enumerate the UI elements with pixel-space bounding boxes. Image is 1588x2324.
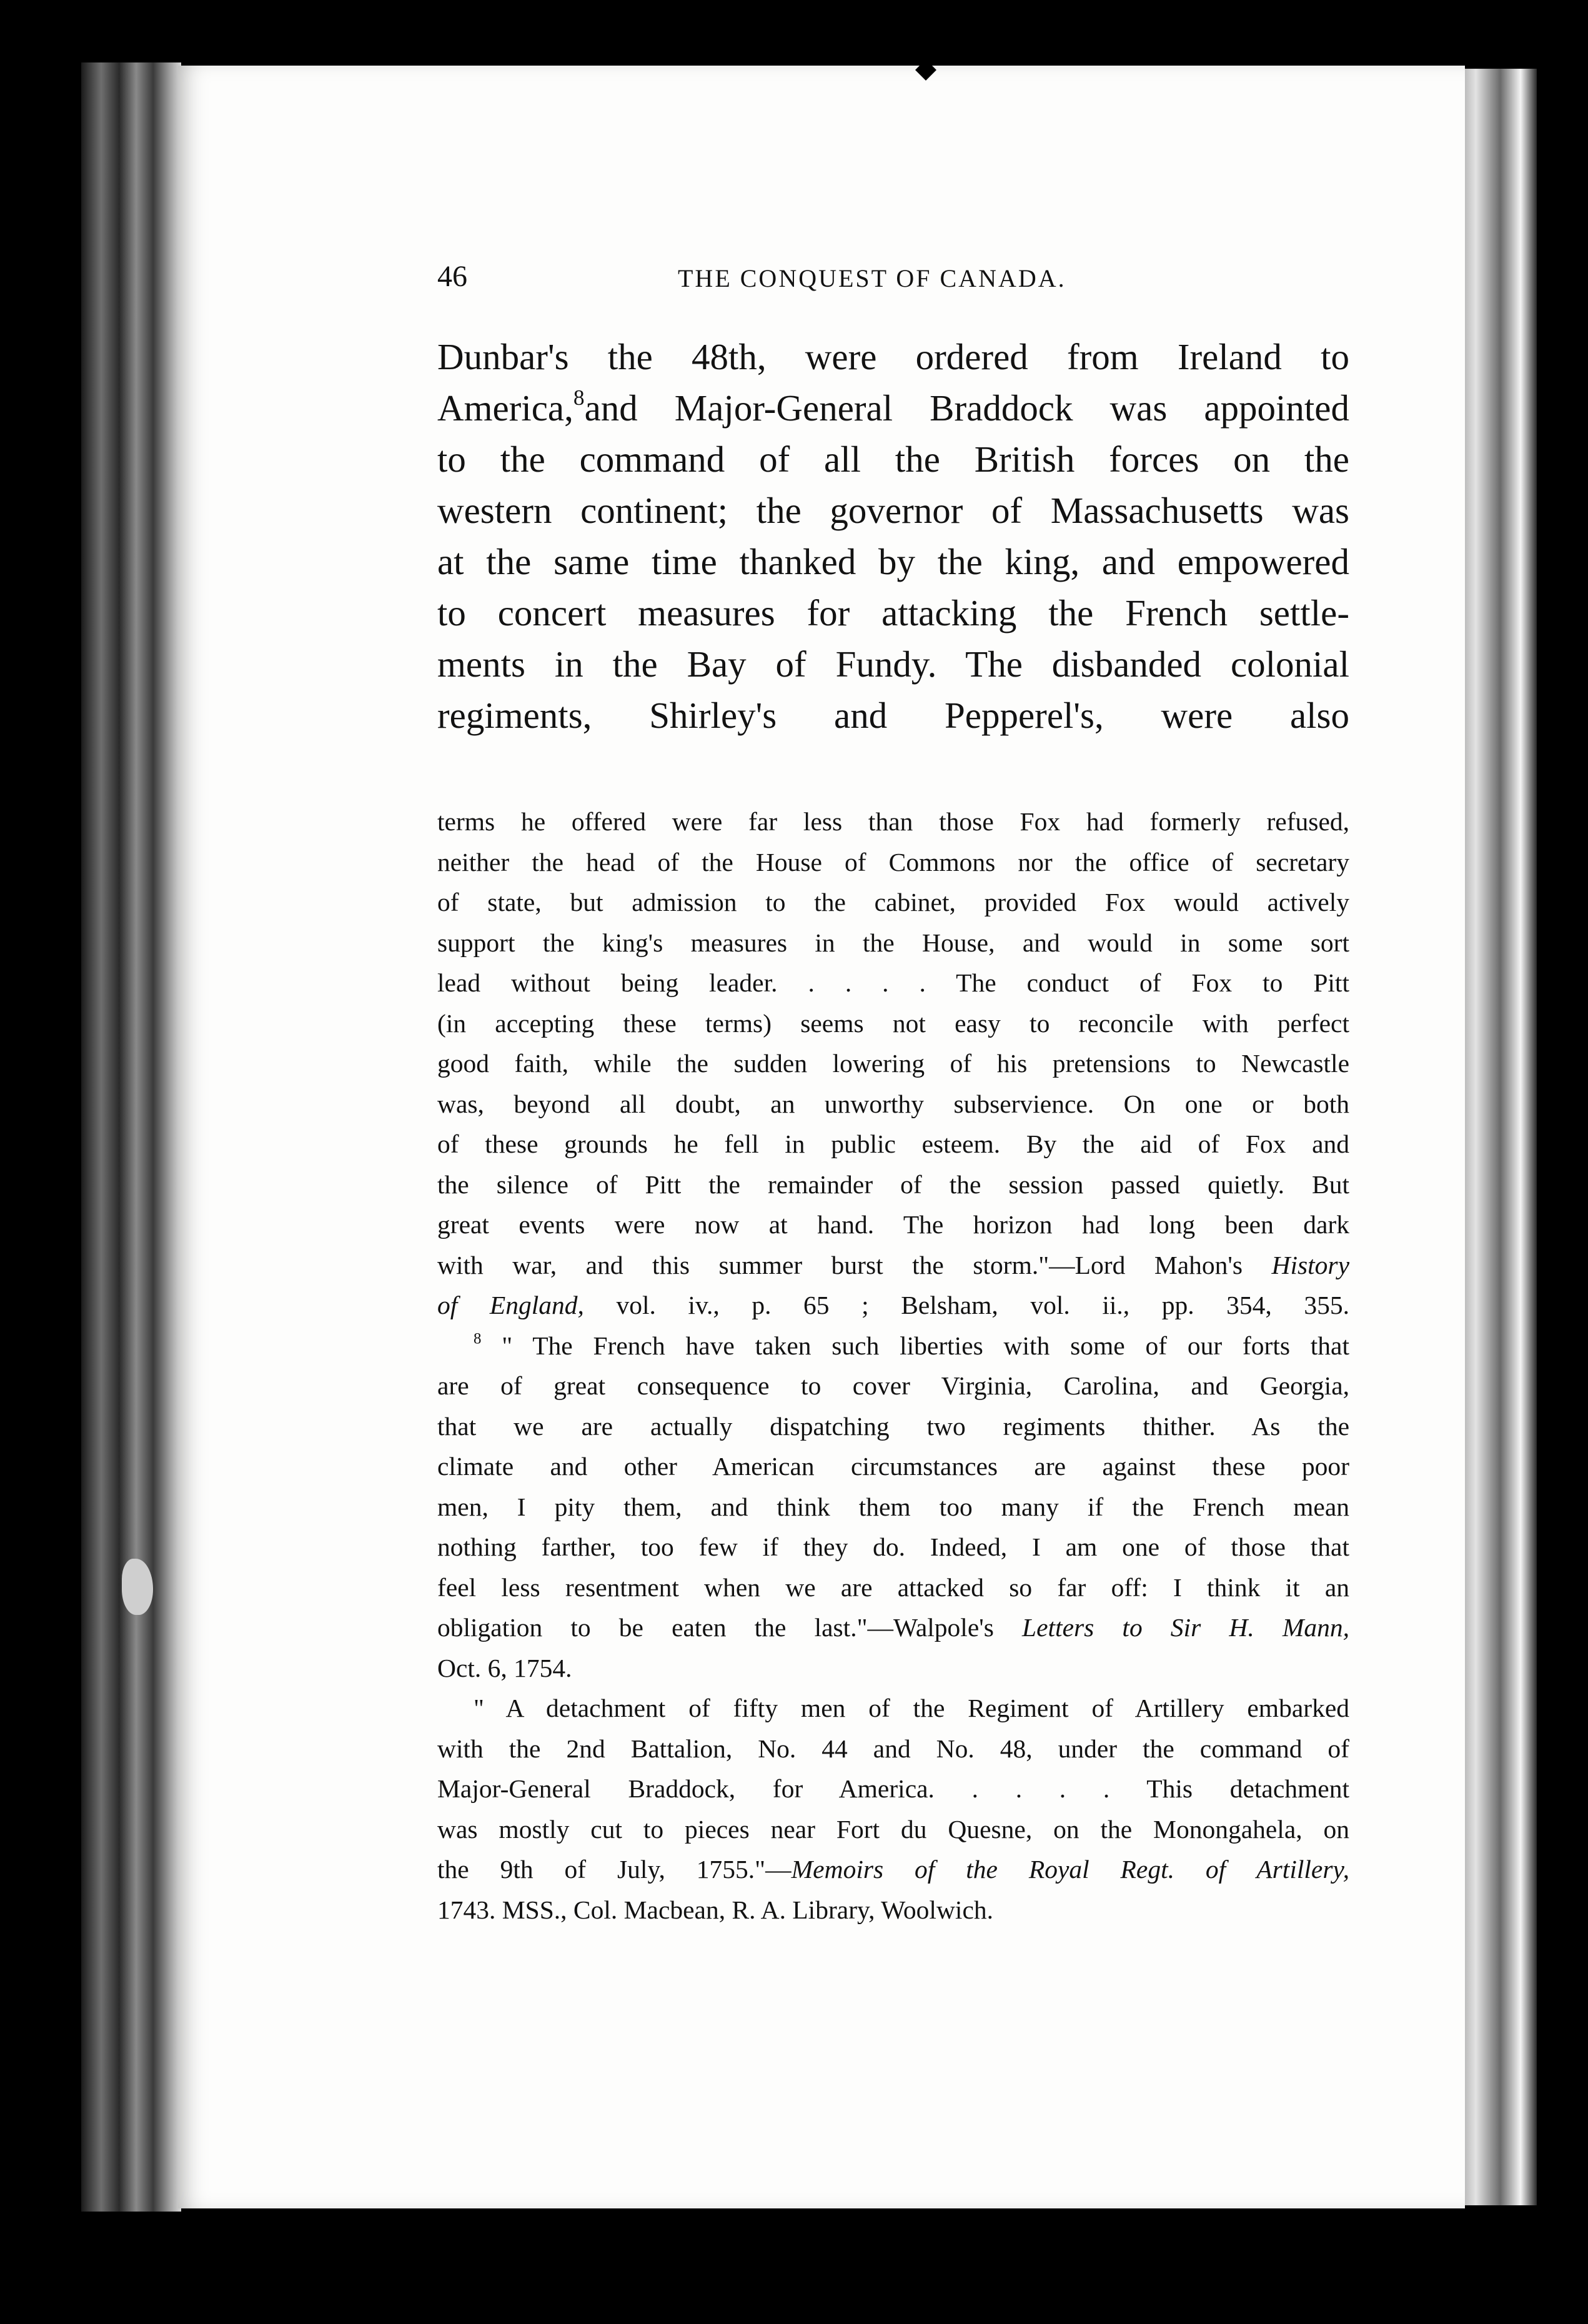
footnote-line: good faith, while the sudden lowering of his pretensions to Newcastle — [437, 1049, 1349, 1078]
footnote-line: was, beyond all doubt, an unworthy subservience. On one or both — [437, 1089, 1349, 1118]
text-fragment: America, — [437, 387, 573, 429]
footnote-line: are of great consequence to cover Virginia, Carolina, and Georgia, — [437, 1371, 1349, 1400]
footnote-line: terms he offered were far less than those Fox had formerly refused, — [437, 807, 1349, 836]
footnote-line: lead without being leader. . . . . The conduct of Fox to Pitt — [437, 968, 1349, 997]
citation-title: Memoirs of the Royal Regt. of Artillery, — [791, 1855, 1350, 1884]
running-title: THE CONQUEST OF CANADA. — [678, 264, 1066, 292]
footnote-line: (in accepting these terms) seems not easy to reconcile with perfect — [437, 1008, 1349, 1038]
text-fragment: the 9th of July, 1755."— — [437, 1855, 792, 1884]
text-fragment: " The French have taken such liberties with some of our forts that — [502, 1331, 1349, 1360]
page-number: 46 — [437, 260, 467, 293]
text-line: to concert measures for attacking the French settle- — [437, 592, 1349, 633]
text-line: to the command of all the British forces on the — [437, 439, 1349, 480]
footnote-line — [437, 1326, 1349, 1366]
citation-title: of England, — [437, 1291, 584, 1319]
footnote-line: nothing farther, too few if they do. Indeed, I am one of those that — [437, 1532, 1349, 1561]
footnote-line: with the 2nd Battalion, No. 44 and No. 48, under the command of — [437, 1734, 1349, 1763]
footnote-line: climate and other American circumstances are against these poor — [437, 1452, 1349, 1481]
footnote-line: of these grounds he fell in public esteem. By the aid of Fox and — [437, 1130, 1349, 1158]
citation-title: History — [1271, 1250, 1349, 1279]
footnote-line — [437, 1285, 1349, 1326]
book-spine — [81, 62, 181, 2212]
footnote-line: that we are actually dispatching two regiments thither. As the — [437, 1411, 1349, 1441]
footnote-line: support the king's measures in the House, and would in some sort — [437, 928, 1349, 957]
text-line: ments in the Bay of Fundy. The disbanded colonial — [437, 643, 1349, 685]
footnote-line — [437, 1607, 1349, 1648]
text-fragment: vol. iv., p. 65 ; Belsham, vol. ii., pp. 354, 355. — [616, 1291, 1349, 1319]
footnote-line: of state, but admission to the cabinet, provided Fox would actively — [437, 888, 1349, 916]
footnote-line: Oct. 6, 1754. — [437, 1653, 572, 1682]
text-line: western continent; the governor of Massachusetts was — [437, 490, 1349, 531]
footnote-reference: 8 — [573, 385, 585, 410]
footnote-line: the silence of Pitt the remainder of the session passed quietly. But — [437, 1169, 1349, 1199]
text-fragment: and Major-General Braddock was appointed — [584, 387, 1349, 429]
footnote-line: great events were now at hand. The horizon had long been dark — [437, 1210, 1349, 1239]
citation-title: Letters to Sir H. Mann, — [1022, 1613, 1350, 1642]
text-fragment: with war, and this summer burst the storm."—Lord Mahon's — [437, 1250, 1243, 1279]
footnote-line: Major-General Braddock, for America. . . . . This detachment — [437, 1774, 1349, 1803]
footnote-number: 8 — [474, 1330, 482, 1348]
text-line: regiments, Shirley's and Pepperel's, were also — [437, 695, 1349, 736]
footnote-line: was mostly cut to pieces near Fort du Quesne, on the Monongahela, on — [437, 1814, 1349, 1844]
text-line: Dunbar's the 48th, were ordered from Ireland to — [437, 336, 1349, 377]
footnote-line — [437, 1849, 1349, 1890]
text-line: at the same time thanked by the king, and empowered — [437, 541, 1349, 582]
footnote-line: men, I pity them, and think them too many if the French mean — [437, 1492, 1349, 1521]
main-text — [437, 331, 1349, 741]
footnote-line: feel less resentment when we are attacked so far off: I think it an — [437, 1572, 1349, 1602]
footnote-line: 1743. MSS., Col. Macbean, R. A. Library, Woolwich. — [437, 1895, 994, 1924]
footnote-line: neither the head of the House of Commons nor the office of secretary — [437, 847, 1349, 876]
footnote-line: " A detachment of fifty men of the Regiment of Artillery embarked — [474, 1694, 1349, 1722]
footnote-line — [437, 1245, 1349, 1286]
text-line — [437, 382, 1349, 434]
next-page-edge — [1456, 69, 1537, 2205]
footnotes — [437, 802, 1349, 1930]
text-fragment: obligation to be eaten the last."—Walpole's — [437, 1613, 994, 1642]
